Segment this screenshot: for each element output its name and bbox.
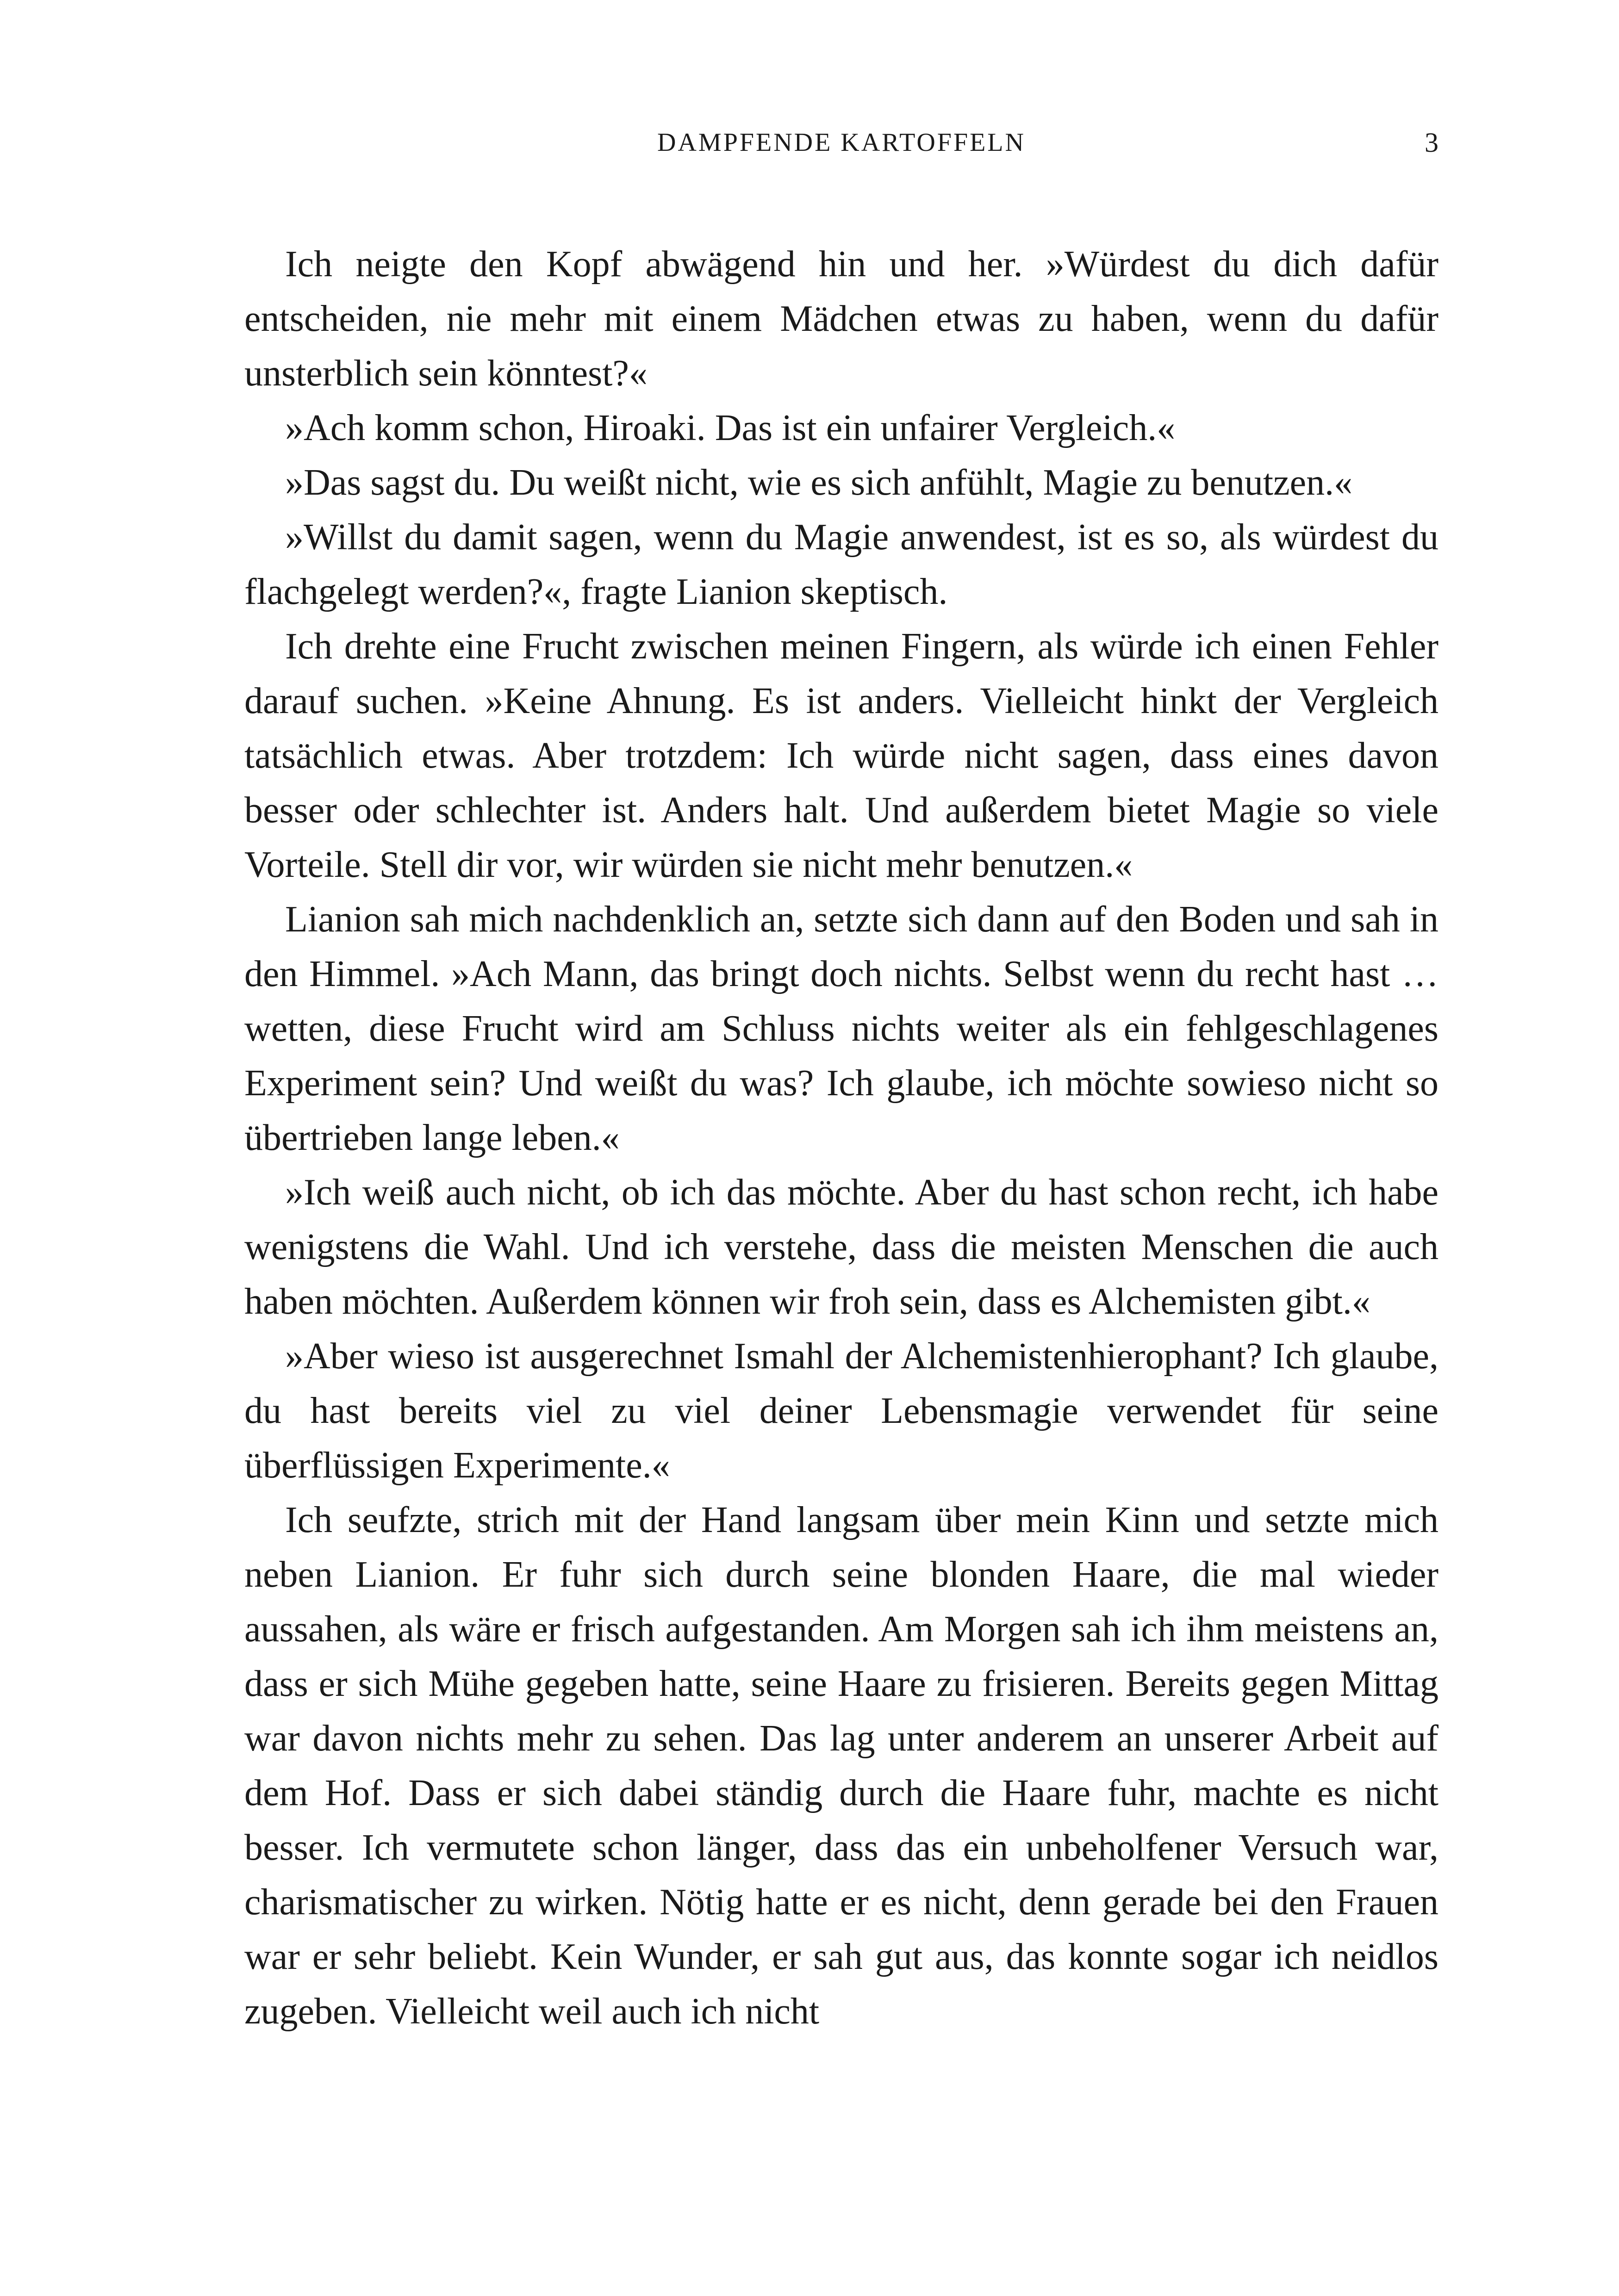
paragraph: »Willst du damit sagen, wenn du Magie anwendest, ist es so, als würdest du flachgelegt werden?«, fragte Lianion skeptisch. [244, 517, 1438, 612]
paragraph: »Das sagst du. Du weißt nicht, wie es sich anfühlt, Magie zu benutzen.« [285, 462, 1353, 503]
running-title: DAMPFENDE KARTOFFELN [657, 128, 1026, 157]
paragraph: Ich seufzte, strich mit der Hand langsam über mein Kinn und setzte mich neben Lianion. Er fuhr sich durch seine blonden Haare, die mal wieder aussahen, als wäre er frisch aufgestanden. Am Morgen sah ich ihm meistens an, dass er sich Mühe gegeben hatte, seine Haare zu frisieren. Bereits gegen Mittag war davon nichts mehr zu sehen. Das lag unter anderem an unserer Arbeit auf dem Hof. Dass er sich dabei ständig durch die Haare fuhr, machte es nicht besser. Ich vermutete schon länger, dass das ein unbeholfener Versuch war, charismatischer zu wirken. Nötig hatte er es nicht, denn gerade bei den Frauen war er sehr beliebt. Kein Wunder, er sah gut aus, das konnte sogar ich neidlos zugeben. Vielleicht weil auch ich nicht [244, 1500, 1438, 2032]
paragraph: Ich drehte eine Frucht zwischen meinen Fingern, als würde ich einen Fehler darauf suchen. »Keine Ahnung. Es ist anders. Vielleicht hinkt der Vergleich tatsächlich etwas. Aber trotzdem: Ich würde nicht sagen, dass eines davon besser oder schlechter ist. Anders halt. Und außerdem bietet Magie so viele Vorteile. Stell dir vor, wir würden sie nicht mehr benutzen.« [244, 626, 1438, 885]
paragraph: »Aber wieso ist ausgerechnet Ismahl der Alchemistenhierophant? Ich glaube, du hast bereits viel zu viel deiner Lebensmagie verwendet für seine überflüssigen Experimente.« [244, 1336, 1438, 1486]
paragraph: Ich neigte den Kopf abwägend hin und her. »Würdest du dich dafür entscheiden, nie mehr mit einem Mädchen etwas zu haben, wenn du dafür unsterblich sein könntest?« [244, 244, 1438, 394]
paragraph: »Ach komm schon, Hiroaki. Das ist ein unfairer Vergleich.« [285, 408, 1176, 448]
running-header [244, 124, 1438, 161]
paragraph: Lianion sah mich nachdenklich an, setzte sich dann auf den Boden und sah in den Himmel. »Ach Mann, das bringt doch nichts. Selbst wenn du recht hast … wetten, diese Frucht wird am Schluss nichts weiter als ein fehlgeschlagenes Experiment sein? Und weißt du was? Ich glaube, ich möchte sowieso nicht so übertrieben lange leben.« [244, 899, 1438, 1158]
body-text [244, 237, 1438, 2039]
paragraph: »Ich weiß auch nicht, ob ich das möchte. Aber du hast schon recht, ich habe wenigstens die Wahl. Und ich verstehe, dass die meisten Menschen die auch haben möchten. Außerdem können wir froh sein, dass es Alchemisten gibt.« [244, 1172, 1438, 1322]
page-number: 3 [1425, 127, 1438, 158]
